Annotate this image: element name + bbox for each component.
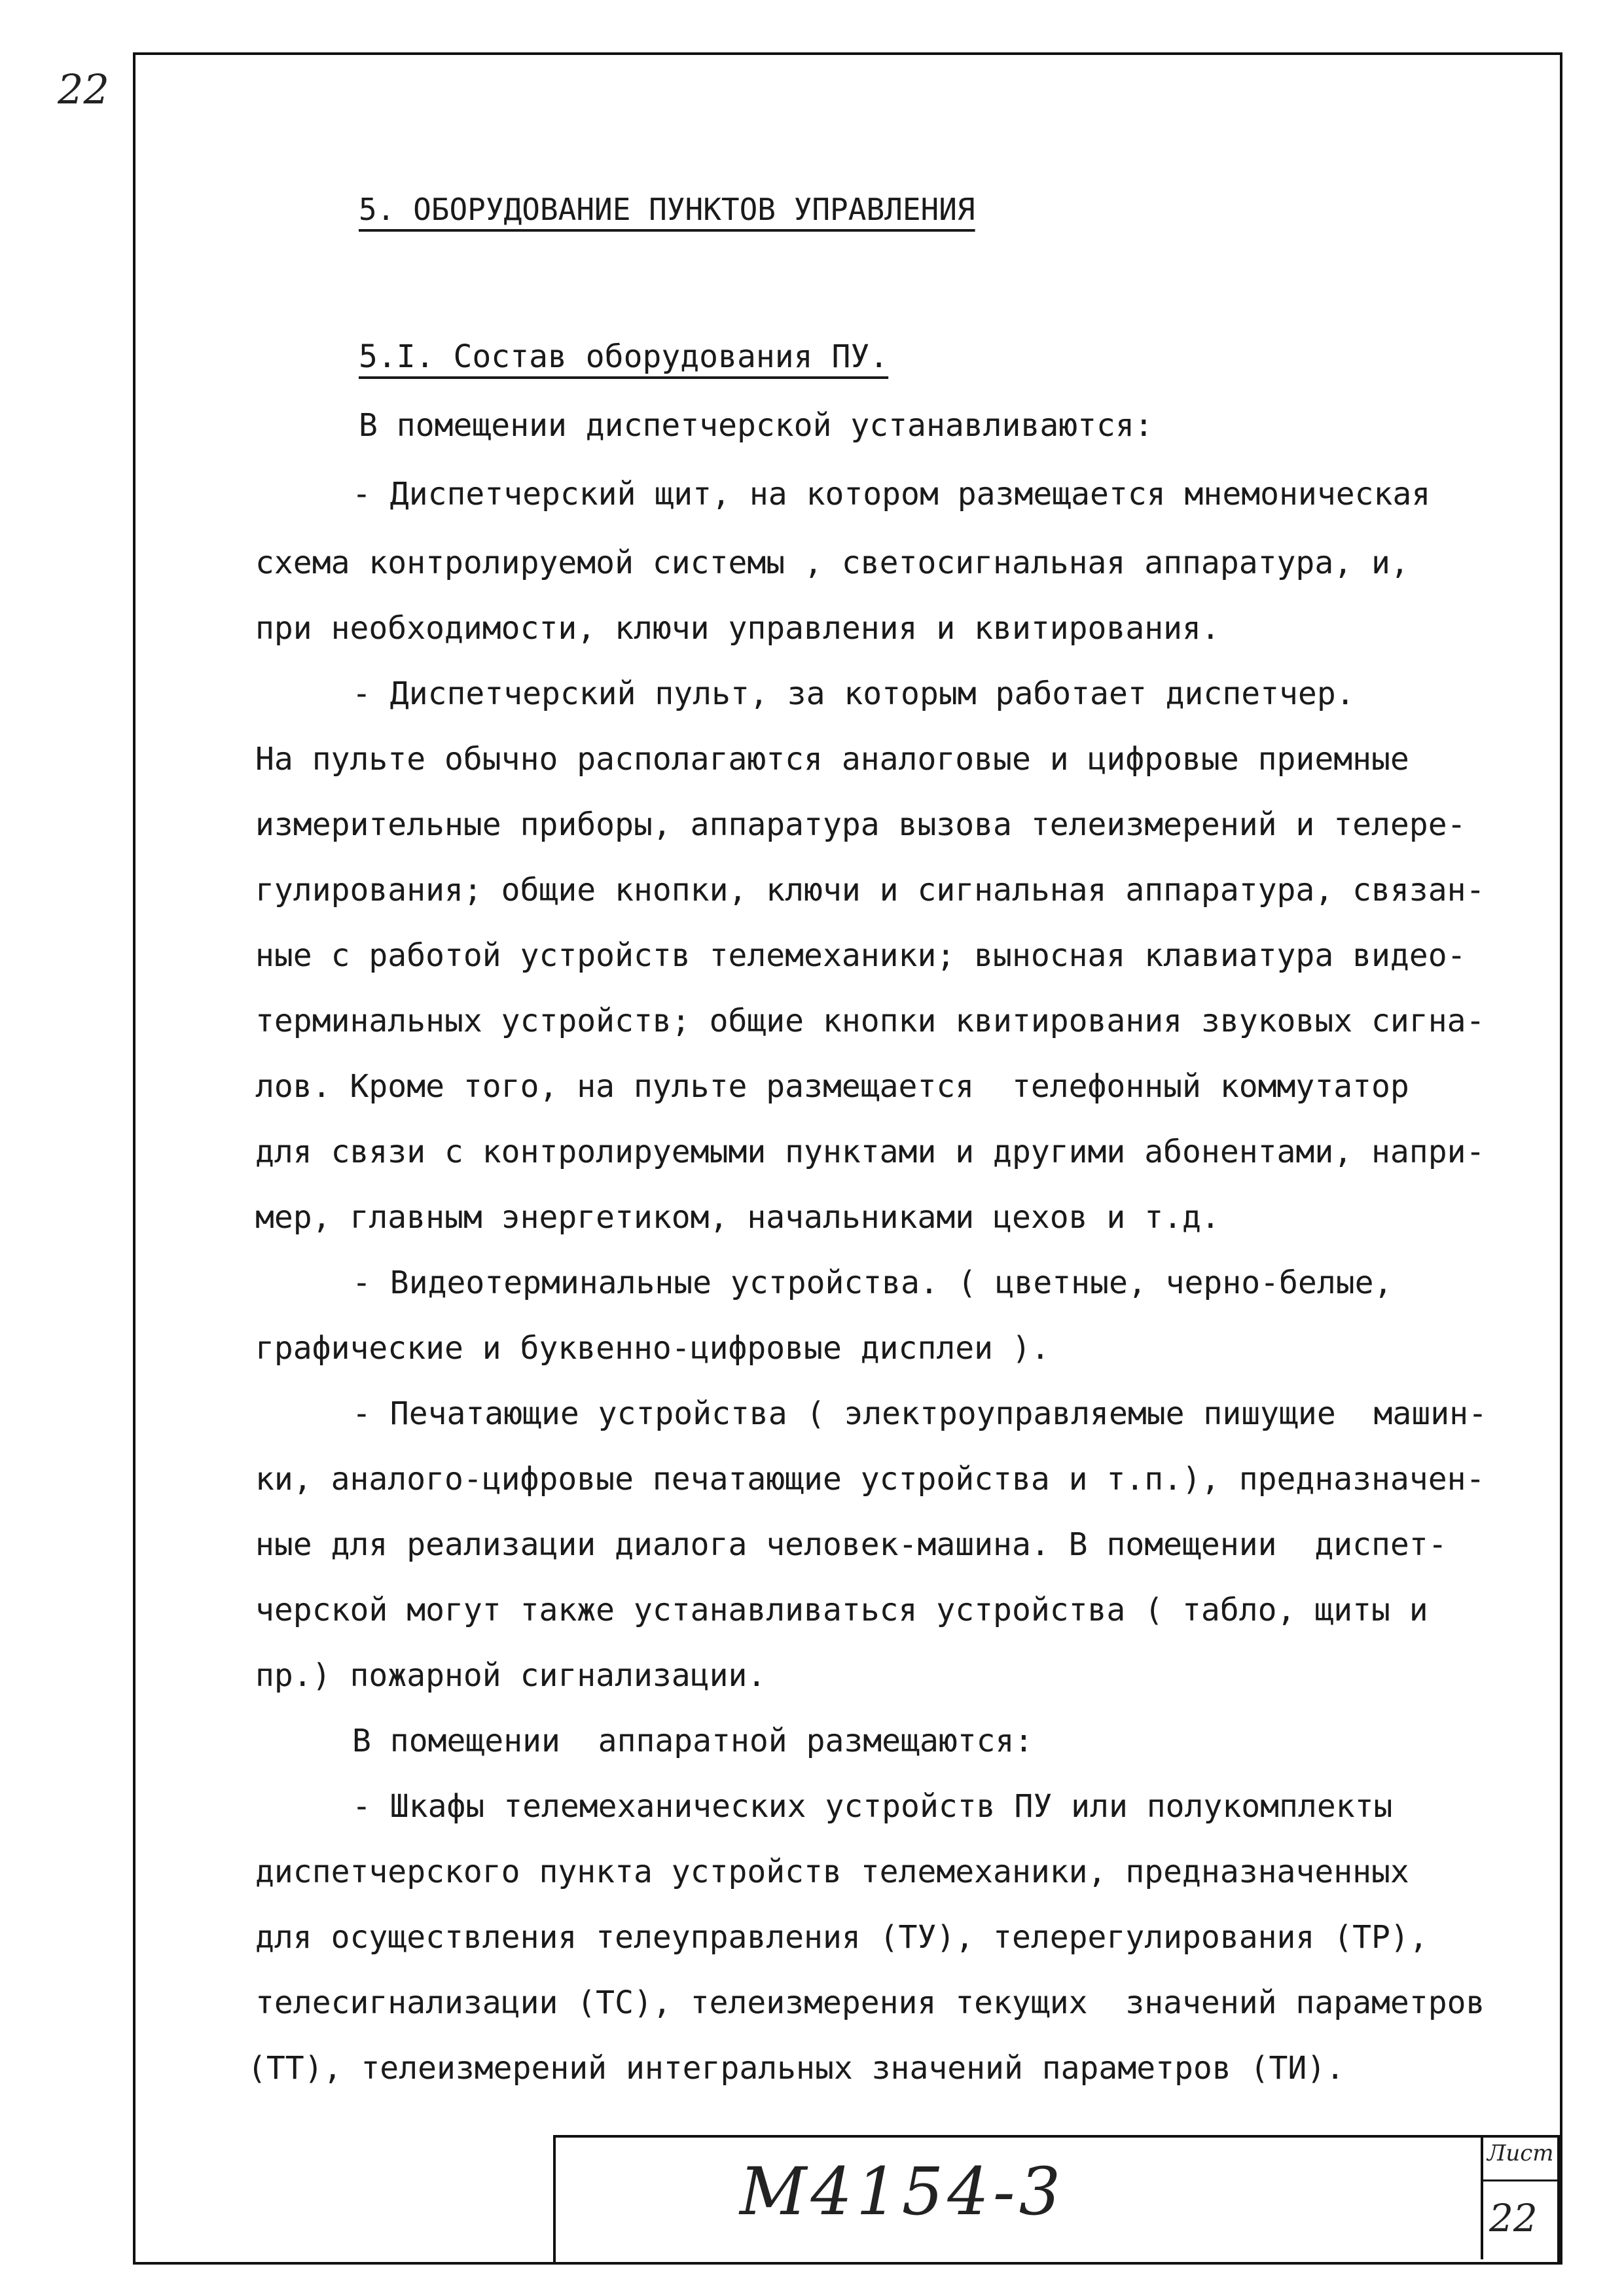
body-line: (ТТ), телеизмерений интегральных значений параметров (ТИ).	[247, 2050, 1345, 2087]
body-line: лов. Кроме того, на пульте размещается телефонный коммутатор	[255, 1068, 1409, 1105]
body-line: - Видеотерминальные устройства. ( цветные, черно-белые,	[352, 1265, 1393, 1301]
sheet-divider	[1481, 2179, 1557, 2181]
body-line: гулирования; общие кнопки, ключи и сигнальная аппаратура, связан-	[255, 872, 1485, 908]
body-line: мер, главным энергетиком, начальниками цехов и т.д.	[255, 1199, 1220, 1236]
body-line: - Диспетчерский пульт, за которым работает диспетчер.	[352, 675, 1355, 712]
body-line: измерительные приборы, аппаратура вызова телеизмерений и телере-	[255, 806, 1466, 843]
body-line: ки, аналого-цифровые печатающие устройства и т.п.), предназначен-	[255, 1461, 1485, 1498]
body-line: ные с работой устройств телемеханики; выносная клавиатура видео-	[255, 937, 1466, 974]
section-heading: 5. ОБОРУДОВАНИЕ ПУНКТОВ УПРАВЛЕНИЯ	[359, 192, 975, 227]
frame-top-border	[133, 52, 1560, 55]
body-line: - Шкафы телемеханических устройств ПУ или полукомплекты	[352, 1788, 1393, 1825]
body-line: На пульте обычно располагаются аналоговые и цифровые приемные	[255, 741, 1409, 778]
document-code: М4154-3	[740, 2153, 1065, 2230]
subsection-heading: 5.I. Состав оборудования ПУ.	[359, 338, 889, 375]
frame-bottom-border	[133, 2262, 1562, 2265]
frame-left-border	[133, 52, 135, 2265]
body-line: - Диспетчерский щит, на котором размещается мнемоническая	[352, 476, 1431, 512]
body-line: В помещении диспетчерской устанавливаются:	[359, 407, 1153, 444]
body-line: графические и буквенно-цифровые дисплеи ).	[255, 1330, 1050, 1367]
page-number: 22	[58, 65, 109, 113]
body-line: схема контролируемой системы , светосигнальная аппаратура, и,	[255, 545, 1409, 581]
body-line: черской могут также устанавливаться устройства ( табло, щиты и	[255, 1592, 1428, 1628]
body-line: для осуществления телеуправления (ТУ), телерегулирования (ТР),	[255, 1919, 1428, 1956]
body-line: при необходимости, ключи управления и квитирования.	[255, 610, 1220, 647]
body-line: пр.) пожарной сигнализации.	[255, 1657, 767, 1694]
body-line: В помещении аппаратной размещаются:	[352, 1723, 1034, 1759]
sheet-label: Лист	[1487, 2140, 1554, 2166]
frame-right-border	[1560, 52, 1562, 2265]
body-line: терминальных устройств; общие кнопки квитирования звуковых сигна-	[255, 1003, 1485, 1039]
body-line: диспетчерского пункта устройств телемеханики, предназначенных	[255, 1854, 1409, 1890]
body-line: для связи с контролируемыми пунктами и другими абонентами, напри-	[255, 1134, 1485, 1170]
body-line: телесигнализации (ТС), телеизмерения текущих значений параметров	[255, 1984, 1485, 2021]
sheet-number: 22	[1489, 2196, 1538, 2240]
body-line: - Печатающие устройства ( электроуправляемые пишущие машин-	[352, 1395, 1487, 1432]
body-line: ные для реализации диалога человек-машина. В помещении диспет-	[255, 1526, 1447, 1563]
